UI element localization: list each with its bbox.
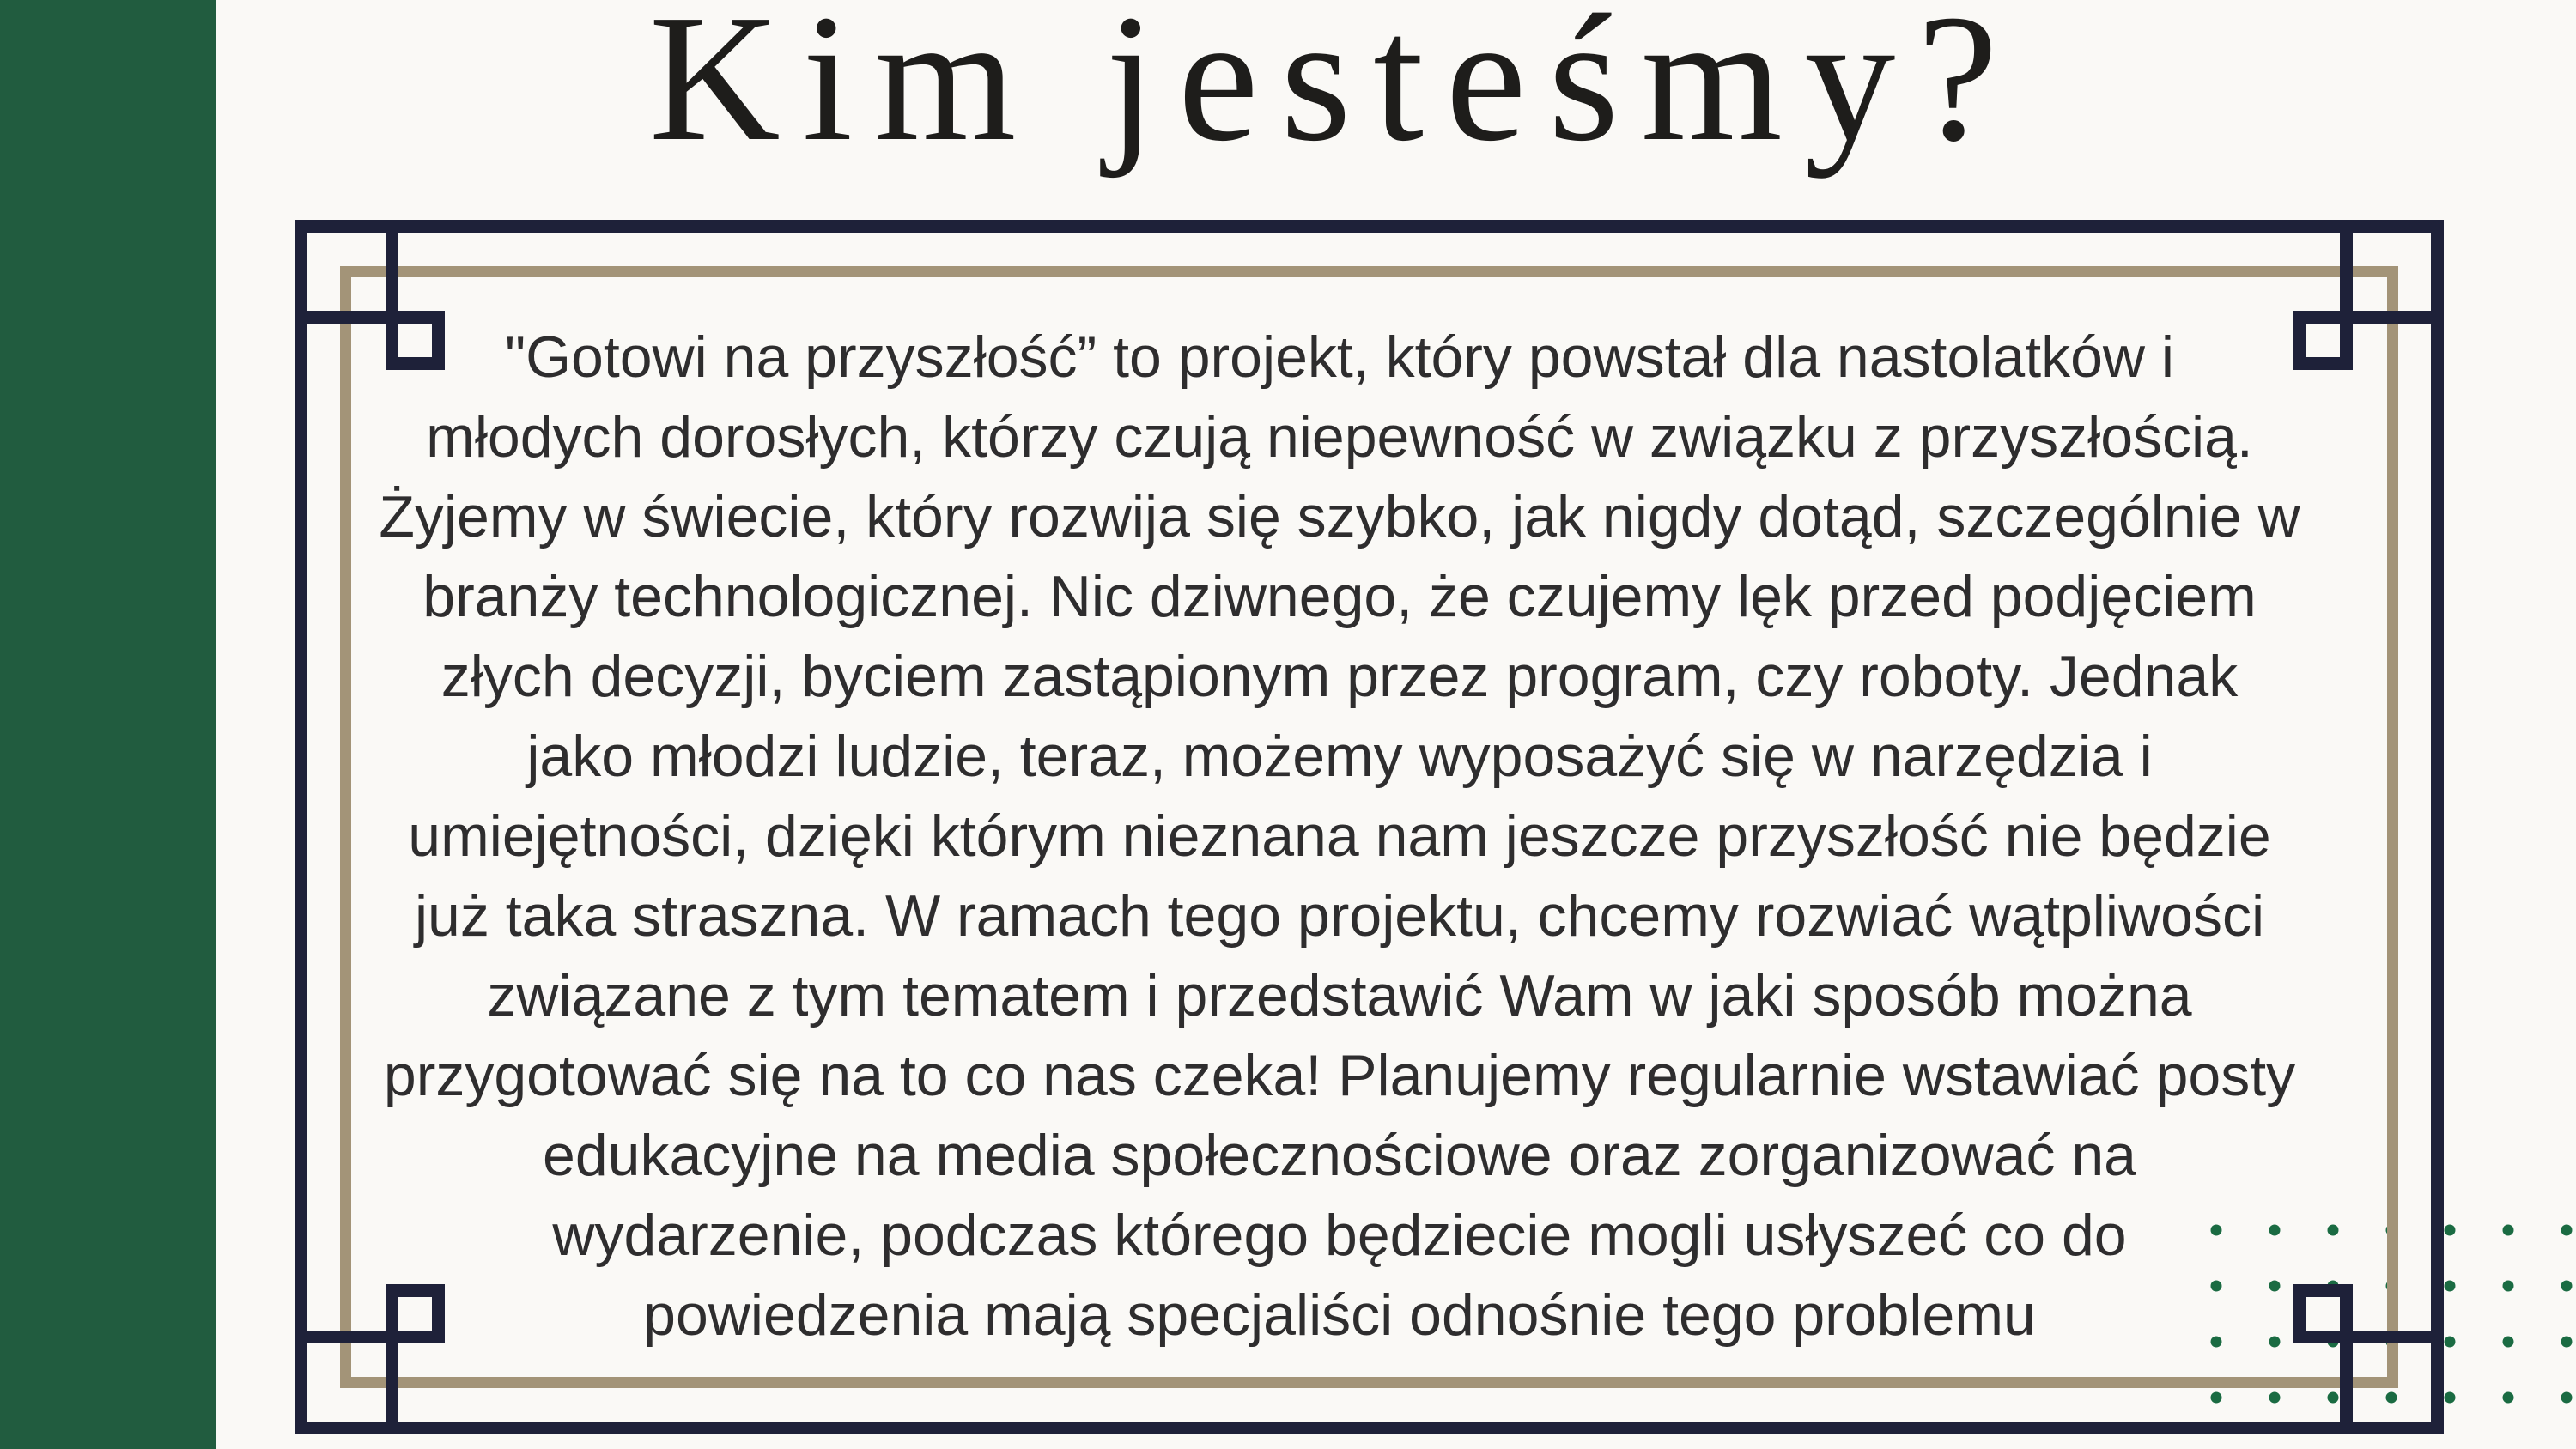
body-text-line: branży technologicznej. Nic dziwnego, że czujemy lęk przed podjęciem (422, 564, 2257, 629)
body-text-line: związane z tym tematem i przedstawić Wam w jaki sposób można (487, 963, 2192, 1028)
green-dot-icon (2561, 1337, 2573, 1348)
green-dot-icon (2561, 1281, 2573, 1292)
green-dot-icon (2503, 1337, 2514, 1348)
green-dot-icon (2328, 1392, 2339, 1404)
body-text-line: przygotować się na to co nas czeka! Planujemy regularnie wstawiać posty (383, 1043, 2296, 1108)
body-text-line: edukacyjne na media społecznościowe oraz zorganizować na (543, 1123, 2136, 1188)
body-text-line: umiejętności, dzięki którym nieznana nam jeszcze przyszłość nie będzie (408, 803, 2271, 869)
green-dot-icon (2386, 1392, 2397, 1404)
green-dot-icon (2445, 1225, 2456, 1236)
body-text-line: Żyjemy w świecie, który rozwija się szybko, jak nigdy dotąd, szczególnie w (379, 484, 2300, 549)
page-title: Kim jesteśmy? (648, 0, 2020, 179)
green-dot-icon (2445, 1281, 2456, 1292)
body-text (301, 318, 2379, 1355)
green-dot-icon (2503, 1281, 2514, 1292)
body-text-line: "Gotowi na przyszłość” to projekt, który powstał dla nastolatków i (504, 324, 2175, 390)
green-dot-icon (2561, 1225, 2573, 1236)
body-text-line: złych decyzji, byciem zastąpionym przez program, czy roboty. Jednak (440, 644, 2239, 709)
green-dot-icon (2269, 1392, 2281, 1404)
green-dot-icon (2561, 1392, 2573, 1404)
body-text-line: powiedzenia mają specjaliści odnośnie tego problemu (643, 1282, 2036, 1348)
green-dot-icon (2503, 1225, 2514, 1236)
green-dot-icon (2445, 1337, 2456, 1348)
body-text-line: już taka straszna. W ramach tego projektu, chcemy rozwiać wątpliwości (414, 883, 2265, 949)
green-dot-icon (2445, 1392, 2456, 1404)
green-dot-icon (2211, 1392, 2222, 1404)
body-text-line: jako młodzi ludzie, teraz, możemy wyposażyć się w narzędzia i (526, 724, 2153, 789)
green-dot-icon (2503, 1392, 2514, 1404)
body-text-line: wydarzenie, podczas którego będziecie mogli usłyszeć co do (552, 1203, 2127, 1268)
body-text-line: młodych dorosłych, którzy czują niepewność w związku z przyszłością. (426, 404, 2253, 470)
